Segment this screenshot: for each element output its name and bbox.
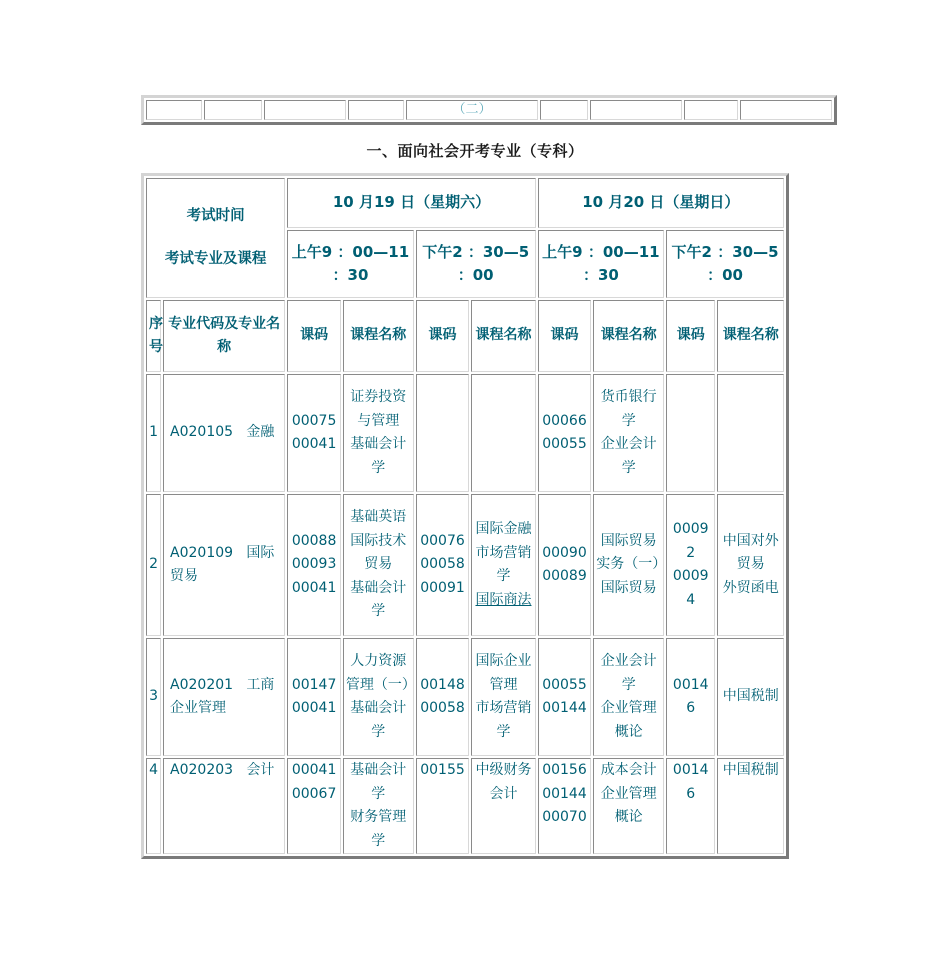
course-names [593,638,664,756]
course-code: 00058 [420,556,465,573]
course-names [717,494,784,636]
course-name: 中级财务会计 [475,762,532,802]
top-strip-row [146,100,832,120]
course-names [471,494,535,636]
day1-header: 10 月19 日（星期六） [287,178,535,228]
major-name: 国际贸易 [170,544,275,584]
course-names [593,758,664,854]
course-name: 国际金融 [475,521,532,537]
course-code: 00041 [291,436,337,452]
header-row-days [146,178,784,228]
course-codes [416,374,470,492]
course-name: 成本会计 [600,762,657,778]
course-name: 基础会计学 [350,579,407,620]
col-name-header: 课程名称 [717,300,784,372]
exam-major-label: 考试专业及课程 [164,251,267,267]
course-name: 财务管理学 [350,809,407,849]
course-code: 00041 [291,579,337,596]
col-code-header: 课码 [538,300,592,372]
course-code: 00041 [291,762,337,778]
course-name: 市场营销学 [475,544,532,584]
row-major [163,494,285,636]
row-seq: 4 [146,758,161,854]
course-name: 证券投资与管理 [350,389,407,429]
course-codes [538,758,592,854]
strip-cell [684,100,738,120]
major-code: A020105 [170,424,234,441]
course-names [593,494,667,636]
row-major [163,758,285,854]
slot-header: 上午9 ：00—11 ：30 [287,230,413,298]
col-code-header: 课码 [416,300,470,372]
exam-schedule-table [141,173,789,859]
course-codes [287,758,341,854]
column-header-row [146,300,784,372]
course-names [717,374,784,492]
course-code: 00146 [672,762,709,802]
col-code-header: 课码 [666,300,715,372]
section-title: 一、面向社会开考专业（专科） [366,142,584,160]
course-codes [287,494,341,636]
strip-cell [264,100,346,120]
col-major-header: 专业代码及专业名称 [163,300,285,372]
course-code: 00067 [291,785,337,802]
course-code: 00055 [542,676,587,693]
course-codes [538,638,592,756]
col-name-header: 课程名称 [471,300,535,372]
slot-header: 下午2 ：30—5 ：00 [666,230,784,298]
course-name: 国际贸易实务（一） [596,532,667,573]
course-code: 00041 [291,700,337,716]
course-names [471,638,535,756]
row-seq: 3 [146,638,161,756]
course-code: 00090 [542,544,587,561]
course-names [343,374,414,492]
course-name: 国际企业管理 [475,653,532,693]
strip-cell [540,100,588,120]
row-major [163,374,285,492]
course-name: 中国税制 [722,688,779,705]
course-name: 基础会计学 [350,762,407,802]
course-codes [538,494,592,636]
course-names [717,638,784,756]
course-code: 00088 [291,532,337,549]
major-code: A020109 [170,544,234,561]
course-code: 00155 [420,762,465,778]
course-code: 00075 [291,412,337,429]
course-name: 基础会计学 [350,700,407,740]
strip-cell [590,100,682,120]
table-row [146,638,784,756]
course-name: 基础英语 [350,509,407,526]
course-codes [416,638,470,756]
strip-cell [740,100,832,120]
course-codes [666,374,715,492]
course-code: 00094 [672,568,709,608]
course-codes [538,374,592,492]
major-code: A020203 [170,762,234,778]
course-codes [416,494,470,636]
course-name-link[interactable]: 国际商法 [475,591,532,608]
course-codes [666,494,715,636]
day2-header: 10 月20 日（星期日） [538,178,784,228]
course-code: 00148 [420,676,465,693]
col-seq-header: 序号 [146,300,161,372]
strip-cell [348,100,404,120]
course-code: 00076 [420,532,465,549]
course-names [343,758,414,854]
course-names [343,494,414,636]
course-code: 00147 [291,676,337,693]
course-code: 00156 [542,762,587,778]
course-code: 00066 [542,412,587,429]
slot-header: 上午9 ：00—11 ：30 [538,230,664,298]
corner-header [146,178,285,298]
row-seq: 2 [146,494,161,636]
course-codes [666,638,715,756]
course-name: 国际贸易 [600,579,657,596]
course-codes [287,638,341,756]
table-row [146,494,784,636]
top-strip-table [141,95,837,125]
course-code: 00089 [542,568,587,584]
row-major [163,638,285,756]
course-code: 00058 [420,700,465,716]
course-name: 企业管理概论 [600,785,657,825]
major-name: 会计 [246,762,275,778]
strip-cell [146,100,202,120]
col-name-header: 课程名称 [343,300,414,372]
col-code-header: 课码 [287,300,341,372]
course-code: 00144 [542,785,587,802]
col-name-header: 课程名称 [593,300,664,372]
course-name: 中国税制 [722,762,779,778]
course-code: 00091 [420,579,465,596]
strip-cell [204,100,262,120]
strip-cell-label: （二） [406,100,538,120]
course-codes [416,758,470,854]
course-name: 人力资源管理（一） [345,653,416,693]
course-code: 00144 [542,700,587,716]
course-names [593,374,664,492]
slot-header: 下午2 ：30—5 ：00 [416,230,536,298]
course-name: 企业会计学 [600,653,657,693]
course-codes [287,374,341,492]
course-name: 基础会计学 [350,436,407,476]
course-code: 00092 [672,521,709,561]
course-code: 00055 [542,436,587,452]
course-names [343,638,414,756]
course-name: 企业管理概论 [600,700,657,740]
course-name: 中国对外贸易 [722,532,779,573]
major-code: A020201 [170,676,234,693]
course-code: 00070 [542,809,587,825]
course-codes [666,758,715,854]
course-name: 外贸函电 [722,579,779,596]
course-names [471,758,535,854]
major-name: 金融 [246,424,275,441]
course-names [717,758,784,854]
course-name: 货币银行学 [600,389,657,429]
course-name: 国际技术贸易 [350,532,407,573]
course-name: 企业会计学 [600,436,657,476]
course-code: 00093 [291,556,337,573]
row-seq: 1 [146,374,161,492]
table-row [146,758,784,854]
exam-time-label: 考试时间 [186,207,245,224]
course-code: 00146 [672,676,709,716]
course-names [471,374,535,492]
course-name: 市场营销学 [475,700,532,740]
major-name: 工商企业管理 [170,676,275,716]
table-row [146,374,784,492]
